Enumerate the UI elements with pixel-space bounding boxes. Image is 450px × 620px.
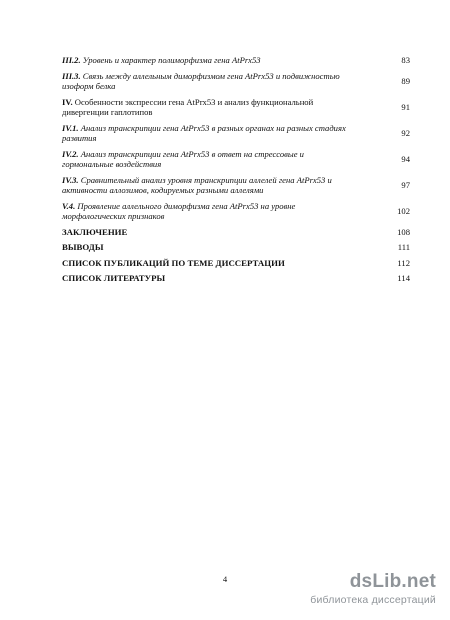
toc-entry-number: IV.2.	[62, 148, 79, 159]
toc-entry-iv-1	[62, 123, 410, 144]
toc-entry-iii-3	[62, 71, 410, 92]
toc-entry-iv	[62, 97, 410, 118]
toc-entry-text: Особенности экспрессии гена AtPrx53 и анализ функциональной дивергенции гаплотипов	[62, 96, 314, 117]
page-number: 4	[222, 574, 228, 584]
toc-entry-text: СПИСОК ПУБЛИКАЦИЙ ПО ТЕМЕ ДИССЕРТАЦИИ	[62, 257, 285, 268]
watermark-logo: dsLib.net	[349, 571, 436, 592]
toc-entry-page: 91	[401, 101, 410, 112]
toc-entry-title	[62, 149, 354, 170]
toc-entry-title	[62, 242, 354, 253]
toc-entry-title	[62, 175, 354, 196]
toc-entry-title	[62, 201, 354, 222]
toc-entry-text: СПИСОК ЛИТЕРАТУРЫ	[62, 273, 166, 283]
toc-entry-text: Сравнительный анализ уровня транскрипции аллелей гена AtPrx53 и активности аллозимов, кодируемых разными аллелями	[62, 174, 332, 195]
toc-entry-publications	[62, 258, 410, 269]
toc-entry-text: Анализ транскрипции гена AtPrx53 в ответ на стрессовые и гормональные воздействия	[62, 148, 304, 169]
toc-entry-page: 92	[401, 127, 410, 138]
toc-entry-page: 89	[401, 75, 410, 86]
toc-entry-title	[62, 97, 354, 118]
toc-entry-title	[62, 273, 354, 284]
toc-entry-number: IV.1.	[62, 122, 79, 133]
toc-entry-iv-3	[62, 175, 410, 196]
toc-entry-text: Уровень и характер полиморфизма гена AtPrx53	[82, 55, 261, 65]
toc-entry-page: 108	[397, 226, 410, 237]
toc-entry-title	[62, 123, 354, 144]
toc-entry-text: Связь между аллельным диморфизмом гена AtPrx53 и подвижностью изоформ белка	[62, 70, 340, 91]
toc-entry-number: III.2.	[62, 55, 81, 65]
toc-entry-page: 112	[397, 257, 410, 268]
toc-entry-text: ЗАКЛЮЧЕНИЕ	[62, 226, 128, 237]
toc-entry-number: IV.3.	[62, 174, 79, 185]
toc-entry-text: Анализ транскрипции гена AtPrx53 в разных органах на разных стадиях развития	[62, 122, 346, 143]
toc-entry-conclusion	[62, 227, 410, 238]
toc-entry-iv-2	[62, 149, 410, 170]
toc-entry-findings	[62, 242, 410, 253]
toc-entry-number: V.4.	[62, 200, 76, 211]
watermark	[310, 572, 436, 606]
toc-entry-v-4	[62, 201, 410, 222]
toc-entry-title	[62, 258, 354, 269]
toc-entry-page: 97	[401, 179, 410, 190]
table-of-contents	[62, 55, 410, 289]
toc-entry-title	[62, 71, 354, 92]
toc-entry-page: 94	[401, 153, 410, 164]
watermark-tagline: библиотека диссертаций	[310, 594, 436, 606]
toc-entry-number: III.3.	[62, 70, 81, 81]
toc-entry-iii-2	[62, 55, 410, 66]
toc-entry-title	[62, 55, 354, 66]
toc-entry-page: 102	[397, 205, 410, 216]
toc-entry-title	[62, 227, 354, 238]
toc-entry-number: IV.	[62, 96, 73, 107]
toc-entry-page: 114	[397, 273, 410, 283]
toc-entry-text: ВЫВОДЫ	[62, 242, 104, 252]
toc-entry-page: 111	[397, 242, 410, 252]
toc-entry-page: 83	[401, 55, 410, 65]
toc-entry-text: Проявление аллельного диморфизма гена AtPrx53 на уровне морфологических признаков	[62, 200, 296, 221]
toc-entry-references	[62, 273, 410, 284]
